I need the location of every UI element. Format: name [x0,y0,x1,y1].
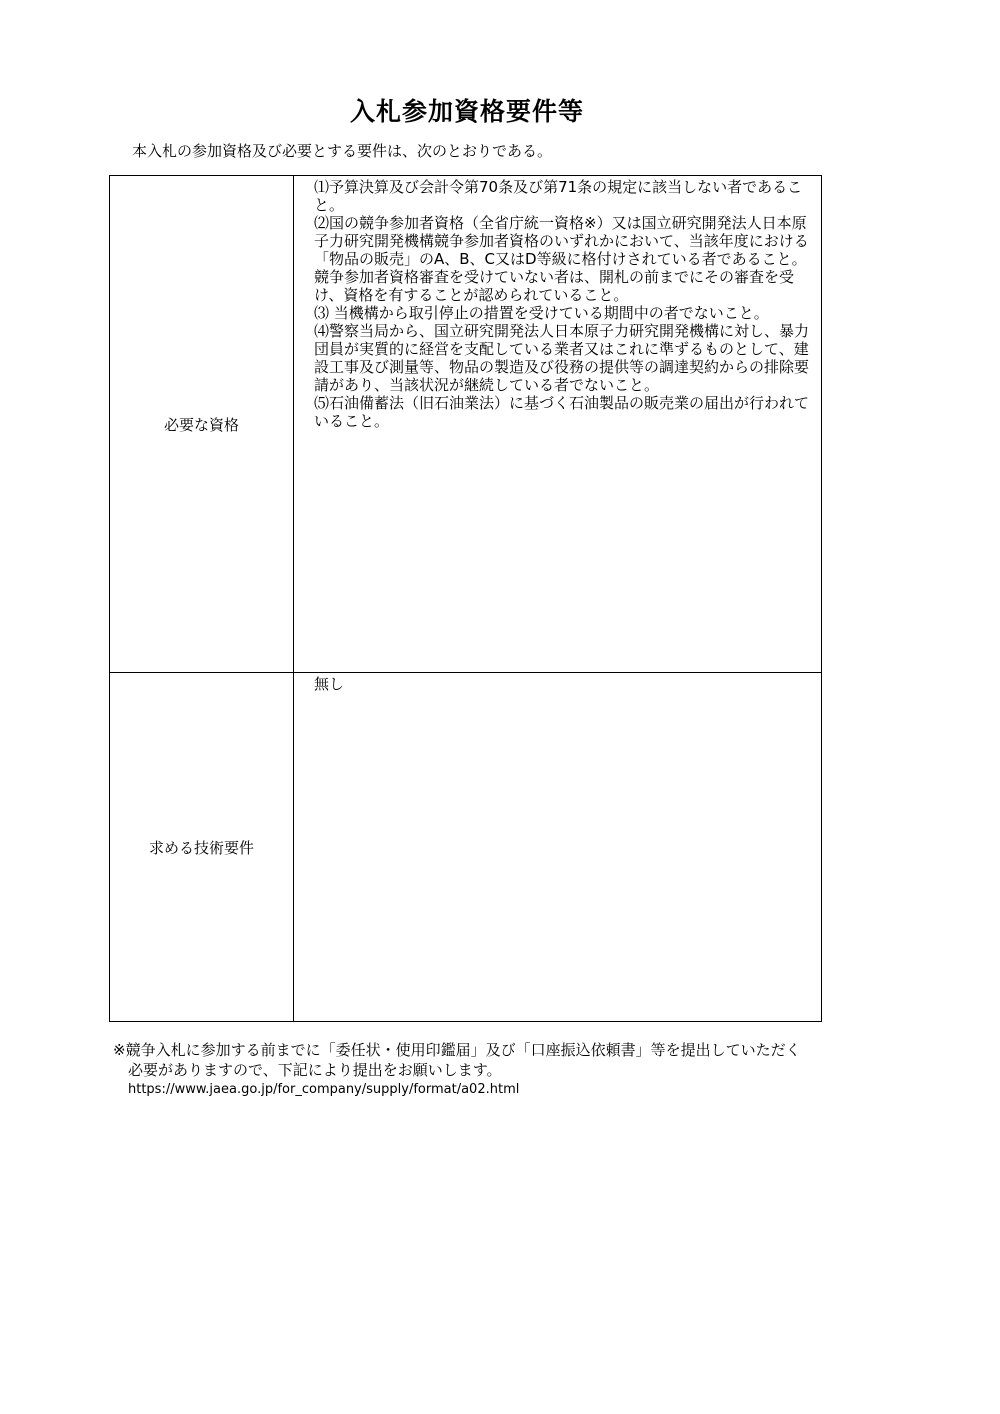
qualification-item-5: ⑸石油備蓄法（旧石油業法）に基づく石油製品の販売業の届出が行われていること。 [314,394,810,430]
intro-text: 本入札の参加資格及び必要とする要件は、次のとおりである。 [132,142,553,160]
requirements-table [109,175,822,1022]
footnote [113,1040,801,1100]
qualifications-content [294,176,822,673]
footnote-line-1: ※競争入札に参加する前までに「委任状・使用印鑑届」及び「口座振込依頼書」等を提出していただく [113,1041,801,1059]
page-title: 入札参加資格要件等 [349,97,584,126]
footnote-url[interactable]: https://www.jaea.go.jp/for_company/supply/format/a02.html [128,1082,520,1097]
technical-label: 求める技術要件 [110,673,294,1022]
qualification-item-3: ⑶ 当機構から取引停止の措置を受けている期間中の者でないこと。 [314,304,769,322]
qualifications-row [110,176,822,673]
technical-content [294,673,822,1022]
qualification-item-2: ⑵国の競争参加者資格（全省庁統一資格※）又は国立研究開発法人日本原子力研究開発機構競争参加者資格のいずれかにおいて、当該年度における「物品の販売」のA、B、C又はD等級に格付けされている者であること。競争参加者資格審査を受けていない者は、開札の前までにその審査を受け、資格を有することが認められていること。 [314,214,809,304]
technical-value: 無し [314,675,345,693]
qualification-item-1: ⑴予算決算及び会計令第70条及び第71条の規定に該当しない者であること。 [314,178,803,214]
qualifications-label: 必要な資格 [110,176,294,673]
footnote-line-2: 必要がありますので、下記により提出をお願いします。 [128,1061,502,1079]
qualification-item-4: ⑷警察当局から、国立研究開発法人日本原子力研究開発機構に対し、暴力団員が実質的に経営を支配している業者又はこれに準ずるものとして、建設工事及び測量等、物品の製造及び役務の提供等の調達契約からの排除要請があり、当該状況が継続している者でないこと。 [314,322,810,394]
technical-row [110,673,822,1022]
